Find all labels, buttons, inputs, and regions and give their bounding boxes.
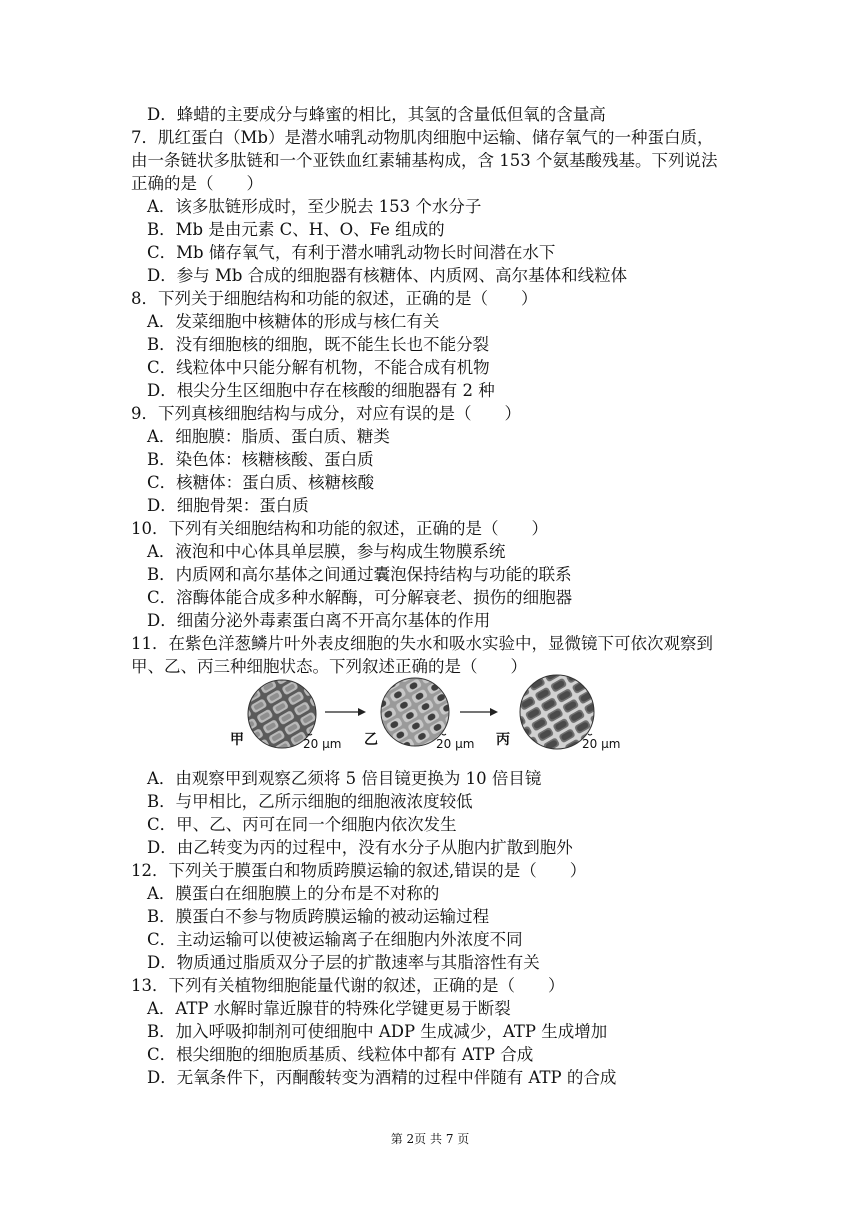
arrow-head-icon — [490, 708, 498, 716]
q11-option-c: C．甲、乙、丙可在同一个细胞内依次发生 — [147, 815, 457, 834]
q8-option-a: A．发菜细胞中核糖体的形成与核仁有关 — [147, 312, 440, 331]
q9-option-b: B．染色体：核糖核酸、蛋白质 — [147, 450, 374, 469]
q7-option-a: A．该多肽链形成时，至少脱去 153 个水分子 — [147, 197, 482, 216]
microscope-figure — [230, 674, 630, 754]
q10-option-b: B．内质网和高尔基体之间通过囊泡保持结构与功能的联系 — [147, 565, 572, 584]
q12-option-c: C．主动运输可以使被运输离子在细胞内外浓度不同 — [147, 930, 523, 949]
q6-option-d: D．蜂蜡的主要成分与蜂蜜的相比，其氢的含量低但氧的含量高 — [147, 105, 606, 124]
q7-stem-line3: 正确的是（ ） — [131, 174, 263, 193]
figure-label-jia: 甲 — [230, 732, 244, 748]
q10-option-d: D．细菌分泌外毒素蛋白离不开高尔基体的作用 — [147, 611, 491, 630]
q11-stem-line2: 甲、乙、丙三种细胞状态。下列叙述正确的是（ ） — [131, 657, 527, 676]
q7-option-c: C．Mb 储存氧气，有利于潜水哺乳动物长时间潜在水下 — [147, 243, 556, 262]
q7-option-d: D．参与 Mb 合成的细胞器有核糖体、内质网、高尔基体和线粒体 — [147, 266, 628, 285]
q11-option-b: B．与甲相比，乙所示细胞的细胞液浓度较低 — [147, 792, 473, 811]
q11-option-d: D．由乙转变为丙的过程中，没有水分子从胞内扩散到胞外 — [147, 838, 573, 857]
q9-option-d: D．细胞骨架：蛋白质 — [147, 496, 309, 515]
q9-option-c: C．核糖体：蛋白质、核糖核酸 — [147, 473, 375, 492]
q7-stem-line2: 由一条链状多肽链和一个亚铁血红素辅基构成，含 153 个氨基酸残基。下列说法 — [131, 151, 718, 170]
q13-stem: 13．下列有关植物细胞能量代谢的叙述，正确的是（ ） — [131, 976, 565, 995]
q12-option-a: A．膜蛋白在细胞膜上的分布是不对称的 — [147, 884, 440, 903]
q12-option-d: D．物质通过脂质双分子层的扩散速率与其脂溶性有关 — [147, 953, 540, 972]
q9-stem: 9．下列真核细胞结构与成分，对应有误的是（ ） — [131, 404, 521, 423]
q10-option-c: C．溶酶体能合成多种水解酶，可分解衰老、损伤的细胞器 — [147, 588, 573, 607]
q11-stem: 11．在紫色洋葱鳞片叶外表皮细胞的失水和吸水实验中，显微镜下可依次观察到 — [131, 634, 713, 653]
scale-bar-yi: 20 μm — [436, 737, 475, 751]
q13-option-c: C．根尖细胞的细胞质基质、线粒体中都有 ATP 合成 — [147, 1045, 534, 1064]
micrograph-yi — [381, 678, 449, 746]
scale-bar-jia: 20 μm — [303, 737, 342, 751]
q13-option-d: D．无氧条件下，丙酮酸转变为酒精的过程中伴随有 ATP 的合成 — [147, 1068, 617, 1087]
scale-bar-bing: 20 μm — [582, 737, 621, 751]
q13-option-b: B．加入呼吸抑制剂可使细胞中 ADP 生成减少，ATP 生成增加 — [147, 1022, 608, 1041]
figure-label-bing: 丙 — [496, 732, 510, 748]
q10-stem: 10．下列有关细胞结构和功能的叙述，正确的是（ ） — [131, 519, 548, 538]
page-footer: 第 2页 共 7 页 — [390, 1132, 470, 1146]
q13-option-a: A．ATP 水解时靠近腺苷的特殊化学键更易于断裂 — [147, 999, 511, 1018]
q12-option-b: B．膜蛋白不参与物质跨膜运输的被动运输过程 — [147, 907, 490, 926]
q7-stem: 7．肌红蛋白（Mb）是潜水哺乳动物肌肉细胞中运输、储存氧气的一种蛋白质， — [131, 128, 714, 147]
q8-option-b: B．没有细胞核的细胞，既不能生长也不能分裂 — [147, 335, 490, 354]
arrow-head-icon — [358, 708, 366, 716]
q8-option-d: D．根尖分生区细胞中存在核酸的细胞器有 2 种 — [147, 381, 495, 400]
q7-option-b: B．Mb 是由元素 C、H、O、Fe 组成的 — [147, 220, 445, 239]
q11-option-a: A．由观察甲到观察乙须将 5 倍目镜更换为 10 倍目镜 — [147, 769, 542, 788]
q12-stem: 12．下列关于膜蛋白和物质跨膜运输的叙述,错误的是（ ） — [131, 861, 587, 880]
q9-option-a: A．细胞膜：脂质、蛋白质、糖类 — [147, 427, 390, 446]
figure-label-yi: 乙 — [364, 732, 378, 748]
q8-option-c: C．线粒体中只能分解有机物，不能合成有机物 — [147, 358, 490, 377]
q10-option-a: A．液泡和中心体具单层膜，参与构成生物膜系统 — [147, 542, 506, 561]
q8-stem: 8．下列关于细胞结构和功能的叙述，正确的是（ ） — [131, 289, 538, 308]
